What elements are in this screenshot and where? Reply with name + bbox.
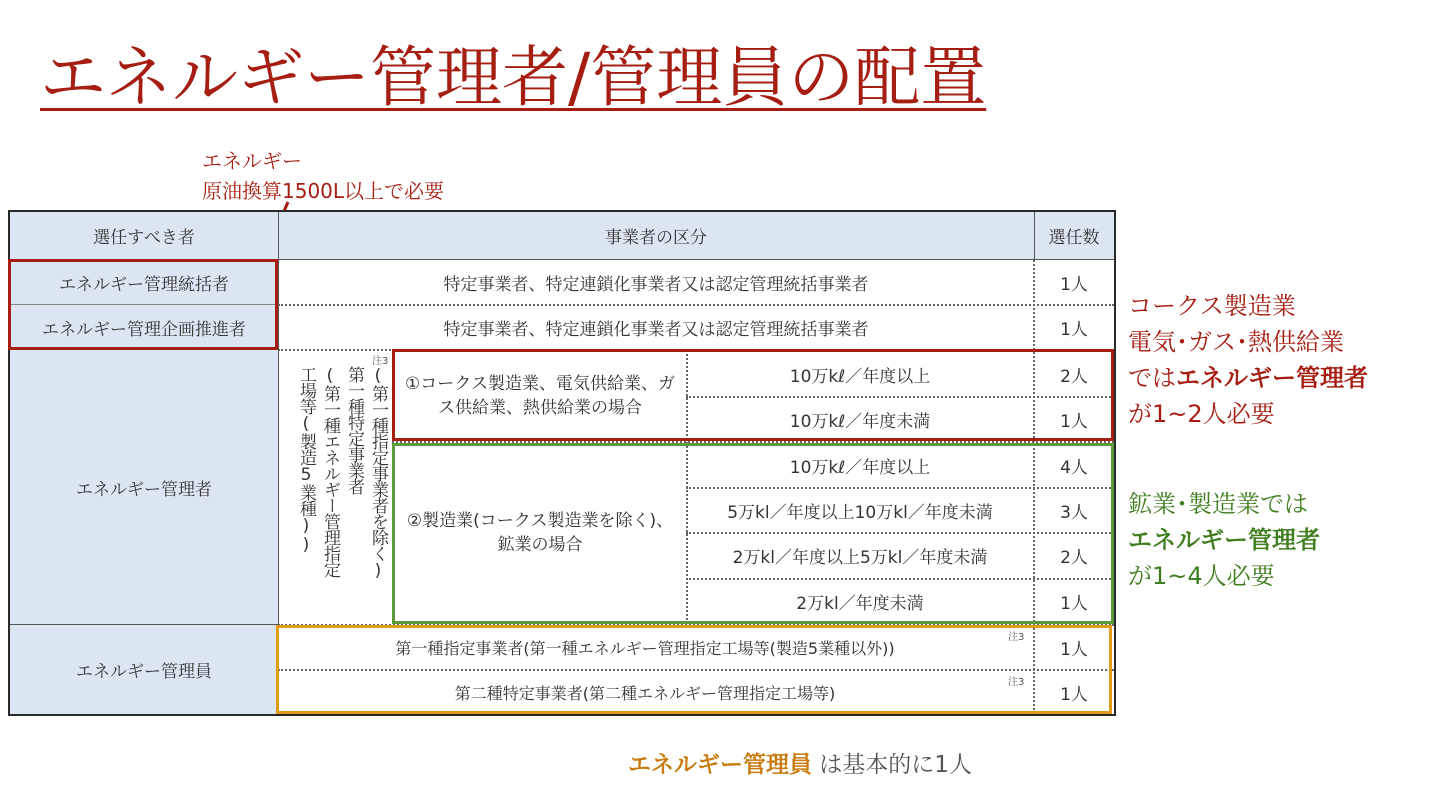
staff-note-2: 注3 [1008,677,1025,688]
role-manager: エネルギー管理者 [76,479,212,500]
side-note-green [1128,486,1320,594]
count-staff-1: 1人 [1060,639,1088,660]
role-staff: エネルギー管理員 [76,662,212,682]
g2-count-4: 1人 [1060,593,1088,614]
staff-note-1: 注3 [1008,632,1025,643]
g2-count-2: 3人 [1060,502,1088,523]
side-note-red [1128,288,1368,432]
g2-range-4: 2万kl／年度未満 [796,593,924,614]
manager-vertical-col1: (第一種指定事業者を除く) [368,366,388,580]
g1-range-2: 10万kℓ／年度未満 [789,411,931,432]
group1-label: ①コークス製造業、電気供給業、ガス供給業、熱供給業の場合 [404,374,676,418]
g2-range-2: 5万kl／年度以上10万kl／年度未満 [727,502,993,523]
highlight-box-green-group2 [392,443,1114,624]
count-col-divider-header [1034,212,1035,260]
side-green-line2 [1128,522,1320,558]
header-category: 事業者の区分 [278,212,1034,259]
top-annotation-line2: 原油換算1500L以上で必要 [202,179,445,203]
g2-count-1: 4人 [1060,457,1088,478]
top-annotation-line1: エネルギー [202,149,302,173]
side-red-line3-bold: エネルギー管理者 [1176,364,1368,392]
g2-range-3: 2万kl／年度以上5万kl／年度未満 [732,547,988,568]
g2-count-3: 2人 [1060,547,1088,568]
category-planner: 特定事業者、特定連鎖化事業者又は認定管理統括事業者 [443,319,869,340]
manager-vertical-col4: 工場等(製造5業種)) [296,366,316,554]
highlight-box-red-left [8,259,278,350]
header-role: 選任すべき者 [10,212,278,259]
side-green-line3: が1~4人必要 [1128,562,1275,590]
highlight-box-orange-staff [276,625,1112,714]
count-staff-2: 1人 [1060,684,1088,705]
g2-range-1: 10万kℓ／年度以上 [789,457,931,478]
group2-label: ②製造業(コークス製造業を除く)、鉱業の場合 [406,511,674,555]
header-count: 選任数 [1034,212,1114,259]
count-planner: 1人 [1060,319,1088,340]
role-supervisor: エネルギー管理統括者 [59,274,229,295]
count-supervisor: 1人 [1060,274,1088,295]
bottom-note [628,746,972,779]
side-green-line1: 鉱業･製造業では [1128,490,1308,518]
g1-range-1: 10万kℓ／年度以上 [789,366,931,387]
side-red-line3-pre: では [1128,364,1176,392]
bottom-note-bold: エネルギー管理員 [628,752,812,778]
g1-count-2: 1人 [1060,411,1088,432]
category-staff-1: 第一種指定事業者(第一種エネルギー管理指定工場等(製造5業種以外)) [395,638,895,658]
manager-note-mark: 注3 [372,356,389,367]
category-supervisor: 特定事業者、特定連鎖化事業者又は認定管理統括事業者 [443,274,869,295]
page-title: エネルギー管理者/管理員の配置 [40,39,987,116]
side-red-line4: が1~2人必要 [1128,400,1275,428]
manager-vertical-col3: (第一種エネルギー管理指定 [320,366,340,577]
manager-vertical-col2: 第一種特定事業者 [344,366,364,494]
g1-count-1: 2人 [1060,366,1088,387]
bottom-note-rest: は基本的に1人 [812,752,972,778]
highlight-box-red-group1 [392,349,1114,441]
category-staff-2: 第二種特定事業者(第二種エネルギー管理指定工場等) [454,683,836,703]
side-red-line2: 電気･ガス･熱供給業 [1128,328,1344,356]
side-red-line1: コークス製造業 [1128,292,1296,320]
side-red-line3 [1128,360,1368,396]
role-planner: エネルギー管理企画推進者 [42,319,246,340]
side-green-line2-bold: エネルギー管理者 [1128,526,1320,554]
